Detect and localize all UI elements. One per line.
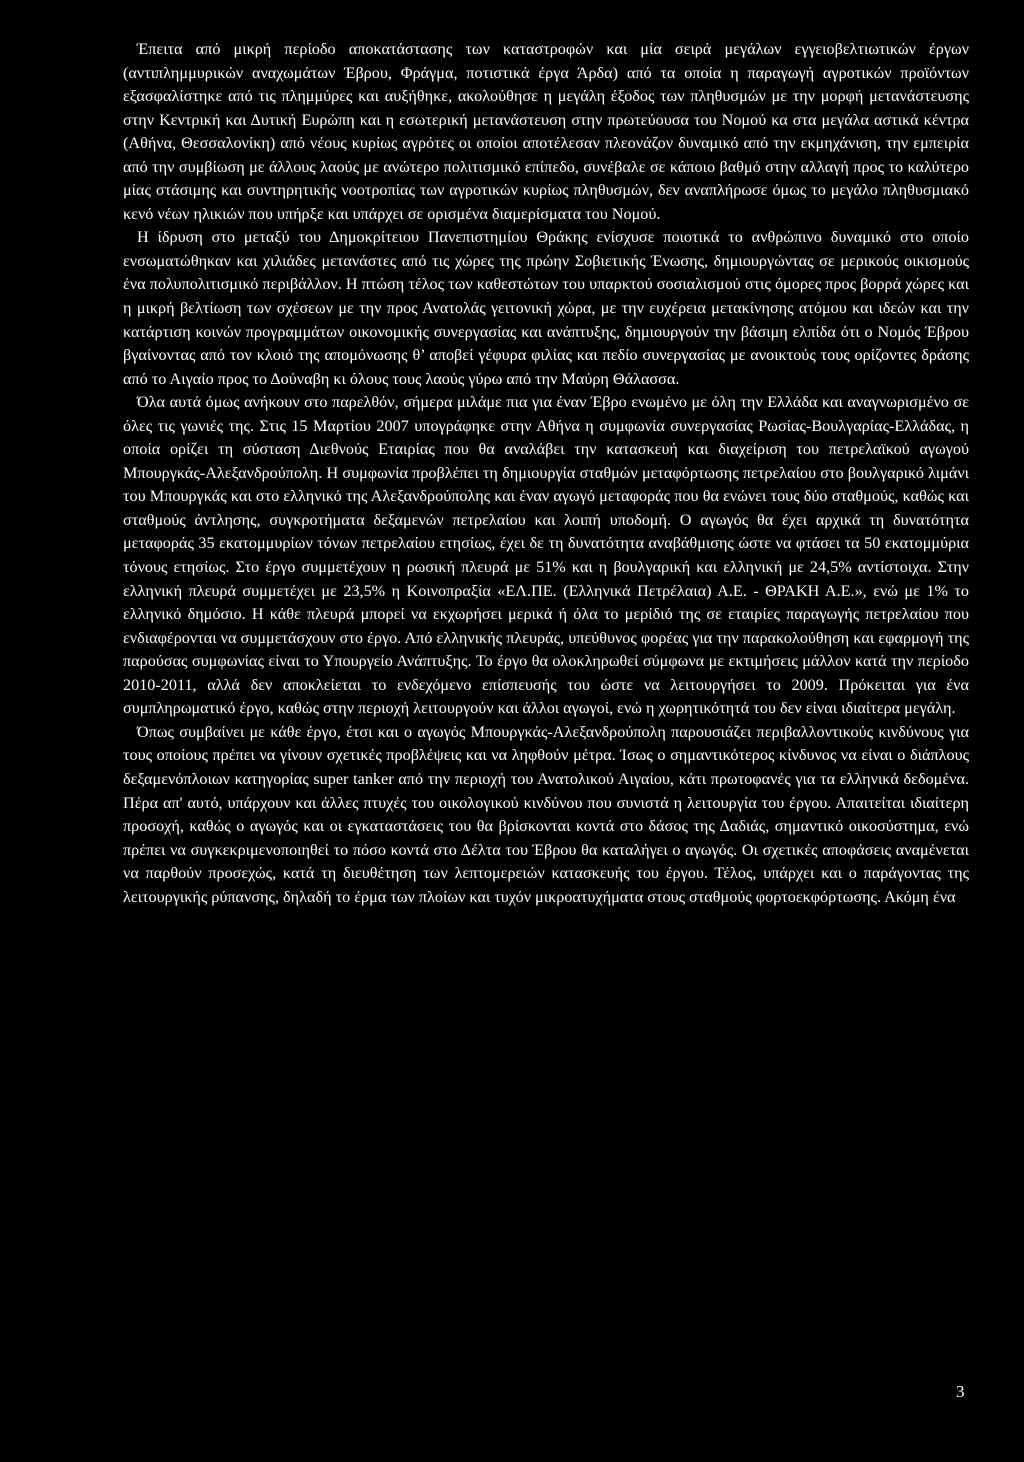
page-number: 3	[956, 1382, 965, 1401]
paragraph: Όλα αυτά όμως ανήκουν στο παρελθόν, σήμερα μιλάμε πια για έναν Έβρο ενωμένο με όλη την Ελλάδα και αναγνωρισμένο σε όλες τις γωνιές της. Στις 15 Μαρτίου 2007 υπογράφηκε στην Αθήνα η συμφωνία συνεργασίας Ρωσίας-Βουλγαρίας-Ελλάδας, η οποία ορίζει τη σύσταση Διεθνούς Εταιρίας που θα αναλάβει την κατασκευή και διαχείριση του πετρελαϊκού αγωγού Μπουργκάς-Αλεξανδρούπολη. Η συμφωνία προβλέπει τη δημιουργία σταθμών μεταφόρτωσης πετρελαίου στο βουλγαρικό λιμάνι του Μπουργκάς και στο ελληνικό της Αλεξανδρούπολης και έναν αγωγό μεταφοράς που θα ενώνει τους δύο σταθμούς, καθώς και σταθμούς άντλησης, συγκροτήματα δεξαμενών πετρελαίου και λοιπή υποδομή. Ο αγωγός θα έχει αρχικά τη δυνατότητα μεταφοράς 35 εκατομμυρίων τόνων πετρελαίου ετησίως, έχει δε τη δυνατότητα αναβάθμισης ώστε να φτάσει τα 50 εκατομμύρια τόνους ετησίως. Στο έργο συμμετέχουν η ρωσική πλευρά με 51% και η βουλγαρική και ελληνική με 24,5% αντίστοιχα. Στην ελληνική πλευρά συμμετέχει με 23,5% η Κοινοπραξία «ΕΛ.ΠΕ. (Ελληνικά Πετρέλαια) Α.Ε. - ΘΡΑΚΗ Α.Ε.», ενώ με 1% το ελληνικό δημόσιο. Η κάθε πλευρά μπορεί να εκχωρήσει μερικά ή όλα το μερίδιό της σε εταιρίες παραγωγής πετρελαίου που ενδιαφέρονται να συμμετάσχουν στο έργο. Από ελληνικής πλευράς, υπεύθυνος φορέας για την παρακολούθηση και εφαρμογή της παρούσας συμφωνίας είναι το Υπουργείο Ανάπτυξης. Το έργο θα ολοκληρωθεί σύμφωνα με εκτιμήσεις μάλλον κατά την περίοδο 2010-2011, αλλά δεν αποκλείεται το ενδεχόμενο επίσπευσής του ώστε να λειτουργήσει το 2009. Πρόκειται για ένα συμπληρωματικό έργο, καθώς στην περιοχή λειτουργούν και άλλοι αγωγοί, ενώ η χωρητικότητά του δεν είναι ιδιαίτερα μεγάλη.	[123, 393, 969, 718]
paragraph: Η ίδρυση στο μεταξύ του Δημοκρίτειου Πανεπιστημίου Θράκης ενίσχυσε ποιοτικά το ανθρώπινο δυναμικό στο οποίο ενσωματώθηκαν και χιλιάδες μετανάστες από τις χώρες της πρώην Σοβιετικής Ένωσης, δημιουργώντας σε μερικούς οικισμούς ένα πολυπολιτισμικό περιβάλλον. Η πτώση τέλος των καθεστώτων του υπαρκτού σοσιαλισμού στις όμορες προς βορρά χώρες και η μικρή βελτίωση των σχέσεων με την προς Ανατολάς γειτονική χώρα, με την ευχέρεια μετακίνησης ατόμου και ιδεών και την κατάρτιση κοινών προγραμμάτων οικονομικής συνεργασίας και ανάπτυξης, δημιουργούν την βάσιμη ελπίδα ότι ο Νομός Έβρου βγαίνοντας από τον κλοιό της απομόνωσης θ’ αποβεί γέφυρα φιλίας και πεδίο συνεργασίας με ανοικτούς τους ορίζοντες δράσης από το Αιγαίο προς το Δούναβη κι όλους τους λαούς γύρω από την Μαύρη Θάλασσα.	[123, 228, 969, 388]
paragraph: Όπως συμβαίνει με κάθε έργο, έτσι και ο αγωγός Μπουργκάς-Αλεξανδρούπολη παρουσιάζει περιβαλλοντικούς κινδύνους για τους οποίους πρέπει να γίνουν σχετικές προβλέψεις και να ληφθούν μέτρα. Ίσως ο σημαντικότερος κίνδυνος να είναι ο διάπλους δεξαμενόπλοιων κατηγορίας super tanker από την περιοχή του Ανατολικού Αιγαίου, κάτι πρωτοφανές για τα ελληνικά δεδομένα. Πέρα απ' αυτό, υπάρχουν και άλλες πτυχές του οικολογικού κινδύνου που συνιστά η λειτουργία του έργου. Απαιτείται ιδιαίτερη προσοχή, καθώς ο αγωγός και οι εγκαταστάσεις του θα βρίσκονται κοντά στο δάσος της Δαδιάς, σημαντικό οικοσύστημα, ενώ πρέπει να συγκεκριμενοποιηθεί το πόσο κοντά στο Δέλτα του Έβρου θα καταλήγει ο αγωγός. Οι σχετικές αποφάσεις αναμένεται να παρθούν προσεχώς, κατά τη διευθέτηση των λεπτομερειών κατασκευής του έργου. Τέλος, υπάρχει και ο παράγοντας της λειτουργικής ρύπανσης, δηλαδή το έρμα των πλοίων και τυχόν μικροατυχήματα στους σταθμούς φορτοεκφόρτωσης. Ακόμη ένα	[123, 722, 969, 906]
paragraph: Έπειτα από μικρή περίοδο αποκατάστασης των καταστροφών και μία σειρά μεγάλων εγγειοβελτιωτικών έργων (αντιπλημμυρικών αναχωμάτων Έβρου, Φράγμα, ποτιστικά έργα Άρδα) από τα οποία η παραγωγή αγροτικών προϊόντων εξασφαλίστηκε από τις πλημμύρες και αυξήθηκε, ακολούθησε η μεγάλη έξοδος των πληθυσμών με την μορφή μετανάστευσης στην Κεντρική και Δυτική Ευρώπη και η εσωτερική μετανάστευση στην πρωτεύουσα του Νομού κα στα μεγάλα αστικά κέντρα (Αθήνα, Θεσσαλονίκη) από νέους κυρίως αγρότες οι οποίοι αποτέλεσαν πλεονάζον δυναμικό από την εκμηχάνιση, την εμπειρία από την συμβίωση με άλλους λαούς με ανώτερο πολιτισμικό επίπεδο, συνέβαλε σε κάποιο βαθμό στην αλλαγή προς το καλύτερο μίας στάσιμης και συντηρητικής νοοτροπίας των αγροτικών κυρίως πληθυσμών, δεν αναπλήρωσε όμως το μεγάλο πληθυσμιακό κενό νέων ηλικιών που υπήρξε και υπάρχει σε ορισμένα διαμερίσματα του Νομού.	[123, 40, 969, 223]
document-body	[123, 38, 969, 909]
